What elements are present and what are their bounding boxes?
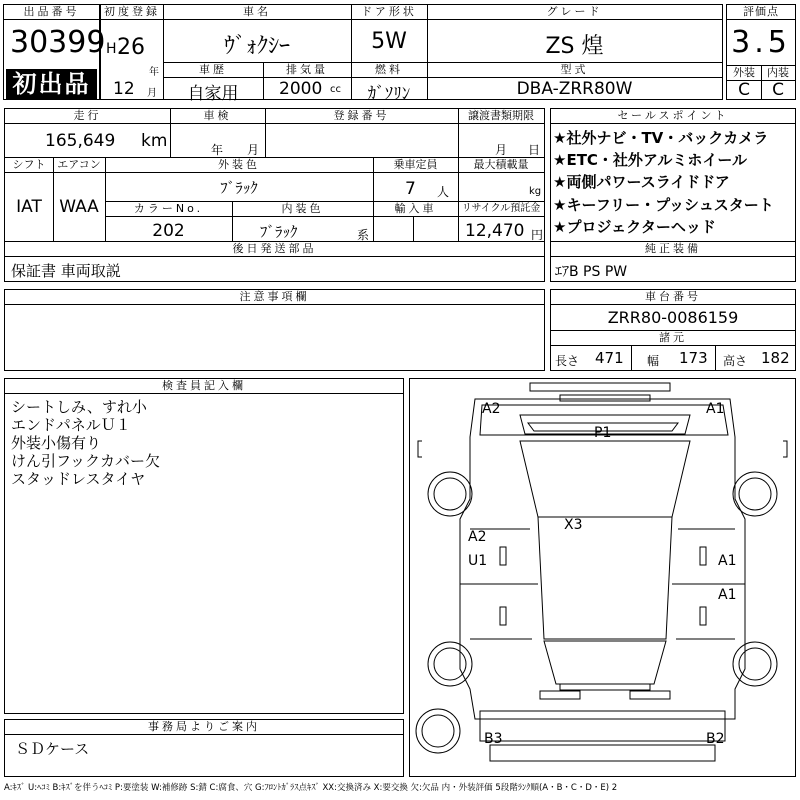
capacity-label: 乗車定員: [373, 158, 458, 173]
office-text: ＳＤケース: [15, 740, 90, 758]
sales-points-box: [550, 108, 796, 282]
grade-label: グレード: [427, 5, 722, 20]
spec-table: [4, 108, 545, 282]
interior-color-unit: 系: [357, 228, 370, 242]
first-reg-label: 初度登録: [101, 5, 163, 20]
shift: IAT: [16, 197, 42, 217]
era-letter: H: [106, 41, 117, 57]
notes-label: 注意事項欄: [5, 290, 544, 305]
sales-point-1: ★社外ナビ・TV・バックカメラ: [553, 129, 769, 147]
width: 173: [679, 349, 708, 367]
aircon: WAA: [59, 197, 99, 217]
color-number: 202: [152, 221, 185, 241]
legend-text: A:ｷｽﾞ U:ﾍｺﾐ B:ｷｽﾞを伴うﾍｺﾐ P:要塗装 W:補修跡 S:錆 C:腐食、穴 G:ﾌﾛﾝﾄｶﾞﾗｽ点ｷｽﾞ XX:交換済み X:要交換 欠:欠品 内・外装評価 5段階ﾗﾝｸ順(A・B・C・D・E) 2: [4, 783, 618, 793]
transfer-day-unit: 日: [528, 143, 541, 157]
reg-no-label: 登録番号: [265, 109, 458, 124]
interior-grade: C: [772, 80, 784, 100]
import-label: 輸入車: [373, 202, 458, 217]
displacement-label: 排気量: [263, 63, 351, 78]
interior-label: 内装: [767, 66, 789, 79]
height: 182: [761, 349, 790, 367]
damage-code-left-door-dent: U1: [468, 553, 488, 569]
inspector-line-4: けん引フックカバー欠: [11, 452, 160, 470]
fuel-label: 燃料: [351, 63, 427, 78]
lot-number-box: [3, 4, 106, 100]
height-label: 高さ: [723, 354, 748, 368]
inspector-line-1: シートしみ、すれ小: [11, 398, 147, 416]
reg-year: 26: [117, 35, 145, 60]
inspector-line-5: スタッドレスタイヤ: [11, 470, 146, 488]
damage-code-roof: X3: [564, 517, 583, 533]
damage-code-front-right: A1: [706, 401, 725, 417]
damage-code-right-rear-door: A1: [718, 587, 737, 603]
door-type: 5W: [371, 29, 407, 54]
exterior-grade: C: [738, 80, 750, 100]
damage-code-rear-left: B3: [484, 731, 503, 747]
aircon-label: エアコン: [53, 158, 105, 173]
inspection-month-unit: 月: [247, 143, 260, 157]
damage-code-rear-right: B2: [706, 731, 725, 747]
vehicle-header-box: [100, 4, 723, 104]
later-parts-label: 後日発送部品: [5, 242, 544, 257]
sales-point-2: ★ETC・社外アルミホイール: [553, 151, 748, 169]
capacity-unit: 人: [437, 185, 450, 199]
max-load-label: 最大積載量: [458, 158, 544, 173]
lot-number: 30399: [10, 25, 106, 60]
color-no-label: カラーNo.: [105, 202, 232, 217]
recycle-fee: 12,470: [465, 221, 525, 241]
transfer-label: 譲渡書類期限: [458, 109, 544, 124]
width-label: 幅: [647, 354, 660, 368]
yen-unit: 円: [531, 228, 544, 242]
km-unit: km: [141, 131, 168, 151]
history-label: 車歴: [163, 63, 263, 78]
inspection-year-unit: 年: [211, 143, 224, 157]
cc-unit: cc: [330, 84, 341, 95]
dims-label: 諸元: [551, 331, 795, 346]
first-listing-badge: 初出品: [6, 69, 97, 99]
sales-point-4: ★キーフリー・プッシュスタート: [553, 196, 774, 214]
door-label: ドア形状: [351, 5, 427, 20]
interior-color: ﾌﾞﾗｯｸ: [260, 223, 298, 241]
month-unit: 月: [147, 88, 157, 99]
reg-month: 12: [113, 79, 135, 99]
score-label: 評価点: [727, 5, 795, 20]
score-value: 3.5: [731, 25, 791, 60]
sales-points-label: セールスポイント: [551, 109, 795, 124]
office-box: [4, 719, 404, 777]
color-label: 外装色: [105, 158, 373, 173]
damage-code-right-front-door: A1: [718, 553, 737, 569]
damage-code-hood: P1: [594, 425, 612, 441]
inspector-label: 検査員記入欄: [5, 379, 403, 394]
length: 471: [595, 349, 624, 367]
inspector-line-3: 外装小傷有り: [11, 434, 102, 452]
history: 自家用: [187, 84, 239, 104]
notes-box: [4, 289, 545, 371]
displacement: 2000: [279, 79, 323, 99]
length-label: 長さ: [555, 354, 580, 368]
sales-point-3: ★両側パワースライドドア: [553, 173, 730, 191]
chassis-box: [550, 289, 796, 371]
damage-code-left-front-door: A2: [468, 529, 487, 545]
fuel: ｶﾞｿﾘﾝ: [367, 84, 411, 104]
office-label: 事務局よりご案内: [5, 720, 403, 735]
inspection-label: 車検: [170, 109, 265, 124]
lot-number-label: 出品番号: [4, 5, 99, 20]
car-name: ｳﾞｫｸｼｰ: [223, 34, 290, 59]
exterior-label: 外装: [733, 66, 755, 79]
damage-code-front-left: A2: [482, 401, 501, 417]
kg-unit: kg: [529, 186, 542, 197]
damage-diagram: [409, 378, 796, 777]
recycle-label: リサイクル預託金: [458, 202, 544, 217]
chassis-number: ZRR80-0086159: [607, 308, 739, 327]
mileage: 165,649: [45, 131, 116, 151]
inspector-box: [4, 378, 404, 714]
capacity: 7: [405, 179, 416, 199]
sales-point-5: ★プロジェクターヘッド: [553, 218, 716, 236]
later-parts: 保証書 車両取説: [11, 262, 121, 280]
model-label: 型式: [427, 63, 722, 78]
grade: ZS 煌: [545, 34, 604, 59]
model-code: DBA-ZRR80W: [516, 79, 633, 99]
transfer-month-unit: 月: [495, 143, 508, 157]
mileage-label: 走行: [5, 109, 170, 124]
equipment: ｴｱB PS PW: [555, 264, 628, 280]
exterior-color: ﾌﾞﾗｯｸ: [220, 179, 258, 197]
inspector-line-2: エンドパネルＵ１: [11, 416, 131, 434]
interior-color-label: 内装色: [232, 202, 373, 217]
chassis-label: 車台番号: [551, 290, 795, 305]
shift-label: シフト: [5, 158, 53, 173]
score-box: [726, 4, 796, 100]
year-unit: 年: [149, 67, 159, 78]
car-name-label: 車名: [163, 5, 351, 20]
equipment-label: 純正装備: [551, 242, 795, 257]
